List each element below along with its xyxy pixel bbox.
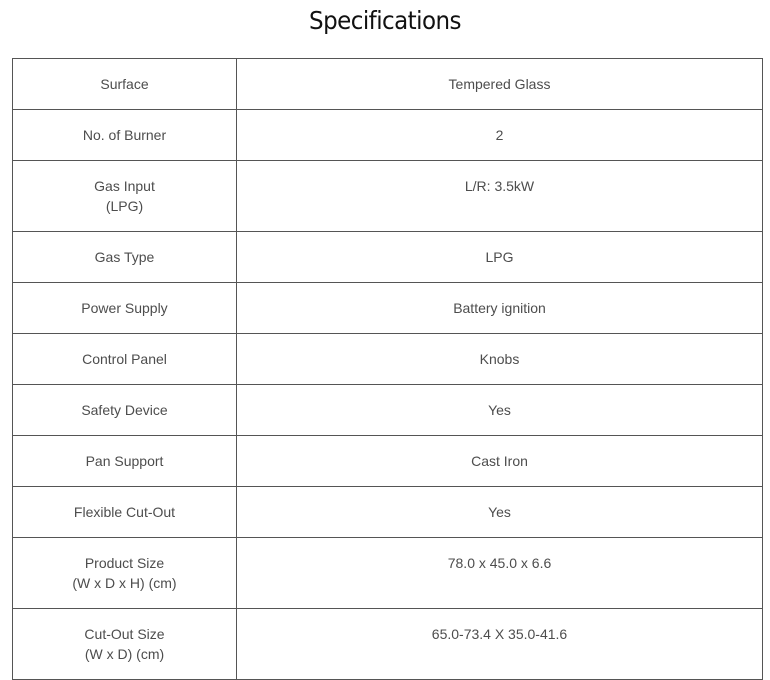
- spec-label-line: Control Panel: [82, 351, 167, 367]
- spec-value: Cast Iron: [237, 436, 763, 487]
- spec-value: Knobs: [237, 334, 763, 385]
- spec-label: [13, 538, 237, 609]
- spec-label-line: Flexible Cut-Out: [73, 504, 176, 520]
- spec-label: [13, 59, 237, 110]
- spec-value: 2: [237, 110, 763, 161]
- spec-label-subline: (W x D) (cm): [84, 646, 165, 662]
- spec-value: Yes: [237, 385, 763, 436]
- spec-value: L/R: 3.5kW: [237, 161, 763, 232]
- spec-row-control-panel: [13, 334, 763, 385]
- spec-label: [13, 161, 237, 232]
- spec-value: Yes: [237, 487, 763, 538]
- spec-row-safety-device: [13, 385, 763, 436]
- spec-row-power-supply: [13, 283, 763, 334]
- spec-label-line: Surface: [100, 76, 149, 92]
- spec-label-line: Gas Type: [94, 249, 155, 265]
- spec-row-pan-support: [13, 436, 763, 487]
- spec-label-line: Cut-Out Size: [84, 626, 165, 642]
- page-title: Specifications: [309, 6, 461, 35]
- spec-row-gas-type: [13, 232, 763, 283]
- spec-label-line: Safety Device: [81, 402, 168, 418]
- spec-label: [13, 283, 237, 334]
- spec-label-line: Power Supply: [81, 300, 168, 316]
- spec-label-line: Pan Support: [85, 453, 164, 469]
- spec-label: [13, 609, 237, 680]
- spec-value: 65.0-73.4 X 35.0-41.6: [237, 609, 763, 680]
- spec-label-subline: (LPG): [105, 198, 144, 214]
- spec-label: [13, 110, 237, 161]
- spec-label-line: No. of Burner: [82, 127, 167, 143]
- spec-row-burners: [13, 110, 763, 161]
- spec-row-gas-input: [13, 161, 763, 232]
- spec-label-subline: (W x D x H) (cm): [72, 575, 177, 591]
- spec-label: [13, 232, 237, 283]
- spec-value: LPG: [237, 232, 763, 283]
- spec-value: Battery ignition: [237, 283, 763, 334]
- spec-row-surface: [13, 59, 763, 110]
- spec-label: [13, 334, 237, 385]
- spec-row-product-size: [13, 538, 763, 609]
- spec-row-cut-out-size: [13, 609, 763, 680]
- spec-label: [13, 436, 237, 487]
- spec-label-line: Product Size: [84, 555, 165, 571]
- spec-label: [13, 487, 237, 538]
- spec-value: 78.0 x 45.0 x 6.6: [237, 538, 763, 609]
- specifications-table: [12, 58, 763, 680]
- spec-label-line: Gas Input: [94, 178, 155, 194]
- spec-row-flexible-cut-out: [13, 487, 763, 538]
- spec-label: [13, 385, 237, 436]
- spec-value: Tempered Glass: [237, 59, 763, 110]
